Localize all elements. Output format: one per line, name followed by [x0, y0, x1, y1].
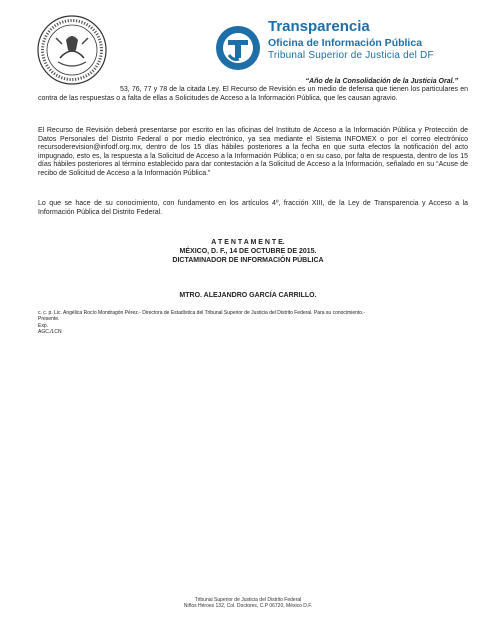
footer-institution: Tribunal Superior de Justicia del Distrito Federal	[194, 597, 302, 603]
transparencia-logo-icon	[215, 25, 261, 71]
header-institution: Tribunal Superior de Justicia del DF	[268, 50, 434, 61]
header	[268, 19, 496, 62]
cc-line: AGC./LCN	[38, 329, 62, 335]
signer-name: MTRO. ALEJANDRO GARCÍA CARRILLO.	[179, 292, 317, 299]
paragraph-1: 53, 76, 77 y 78 de la citada Ley. El Recurso de Revisión es un medio de defensa que tienen los particulares en contra de las respuestas o a falta de ellas a Solicitudes de Acceso a la Información Pública, que les causan agravio.	[38, 86, 468, 102]
paragraph-3: Lo que se hace de su conocimiento, con fundamento en los artículos 4º, fracción XIII, de la Ley de Transparencia y Acceso a la Información Pública del Distrito Federal.	[38, 200, 468, 216]
closing-role: DICTAMINADOR DE INFORMACIÓN PÚBLICA	[172, 257, 324, 264]
cc-line: Exp.	[38, 323, 49, 329]
year-motto: “Año de la Consolidación de la Justicia Oral.”	[305, 78, 458, 85]
closing-salutation: A T E N T A M E N T E.	[211, 239, 285, 246]
footer-address: Niños Héroes 132, Col. Doctores, C.P 06720, México D.F.	[183, 603, 313, 609]
cc-line: c. c. p. Lic. Angélica Rocío Mondragón Pérez.- Directora de Estadística del Tribunal Superior de Justicia del Distrito Federal. Para su conocimiento.-	[38, 310, 366, 316]
header-subtitle: Oficina de Información Pública	[268, 37, 423, 49]
paragraph-2: El Recurso de Revisión deberá presentarse por escrito en las oficinas del Instituto de Acceso a la Información Pública y Protección de Datos Personales del Distrito Federal o por medio electrónico, ya sea mediante el Sistema INFOMEX o por el correo electrónico recursoderevision@infodf.org.mx, dentro de los 15 días hábiles posteriores a la fecha en que surta efectos la notificación del acto impugnado, esto es, la respuesta a la Solicitud de Acceso a la Información Pública; o en su caso, por falta de respuesta, dentro de los 15 días hábiles posteriores al término establecido para dar contestación a la Solicitud de Acceso a la Información, señalado en su “Acuse de recibo de Solicitud de Acceso a la Información Pública.”	[38, 127, 468, 177]
closing-place-date: MÉXICO, D. F., 14 DE OCTUBRE DE 2015.	[179, 248, 317, 255]
header-title: Transparencia	[268, 18, 370, 35]
cc-line: Presente.	[38, 316, 60, 322]
coat-of-arms-seal	[36, 14, 108, 86]
